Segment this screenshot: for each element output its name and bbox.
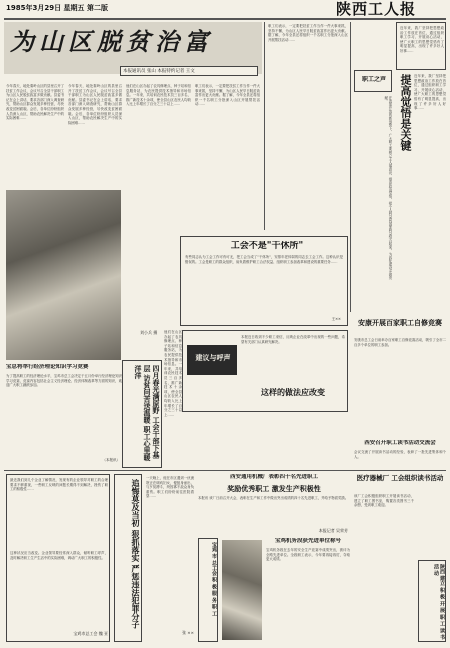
- study-body: 为了提高职工的经济理论水平，宝鸡市总工会决定于五月份举行经济理论知识学习竞赛，竞赛内容包括社会主义经济理论、经济体制改革等方面的知识，欢迎广大职工踊跃参加。: [6, 374, 122, 388]
- forum-bottom-title: 这样的做法应改变: [261, 387, 325, 397]
- mid-article-byline: 王××: [331, 317, 341, 321]
- col4-body: 职工们表示，一定要把扶贫工作当作一件大事来抓，坚持不懈，为山区人民早日脱贫致富作出更大贡献。据了解，今年全县还将组织一千名职工分批深入山区开展帮扶活动……: [268, 24, 348, 42]
- bottom-center-byline: 本报记者 吴荣芳: [318, 528, 348, 533]
- bottom-center2-body: 宝鸡机务段在去年的安全生产竞赛中成绩突出，被评为全路先进单位。全段职工表示，今年要再接再厉，夺取更大成绩。: [266, 548, 350, 562]
- vertical-headline-box: [114, 474, 142, 642]
- paper-name: 陕西工人报: [336, 1, 417, 18]
- banner-text: 陕西 建立 积 极 开 展 职 工 读 书 活 动: [433, 564, 445, 640]
- factory-title: 医疗器械厂 工会组织读书活动: [356, 474, 444, 482]
- masthead-rule: [4, 18, 446, 20]
- poem-side-text: 他们在山区办起了农具修理点、种子站和信息服务站，为农民提供技术指导和市场信息。一年来，共培训农民技术员三百多名，推广新技术十余项，使全县山区农民人均收入比上年增长了百分之三十以上……: [164, 330, 182, 417]
- mid-article-title: 工会不是"干休所": [230, 241, 304, 251]
- sidebar-vertical-box: [198, 538, 218, 642]
- bottom-center-subtitle: 奖励优秀职工 激发生产积极性: [227, 484, 321, 493]
- lead-subline-box: [120, 66, 258, 76]
- right-top-box: [396, 22, 446, 70]
- photo-caption: 刘小兵 摄: [140, 330, 158, 335]
- notice-title: 安康开展百家职工自修竞赛: [358, 318, 442, 327]
- bottom-center2-title: 宝鸡机务段获先进单位称号: [274, 538, 341, 544]
- lead-body-left: 今年春天，地处秦岭山区的县里召开了扶贫工作会议，会议号召全县干部职工为山区人民脱贫致富多做贡献。县委书记在会上讲话，要求各部门深入调查研究，帮助山区群众发展多种经营，尽快改变贫困面貌。会后，各单位纷纷组织人员深入山区，帮助农民解决生产中的实际困难……: [6, 84, 64, 121]
- bottom-left-body: 最近我们到几个企业了解情况，发现有的企业领导对职工的合理要求不够重视，一些职工反映的问题长期得不到解决，挫伤了职工的积极性……: [10, 478, 108, 492]
- bottom-right-title: 西安召开职工读书活动交流会: [364, 440, 436, 446]
- date-line: 1985年3月29日 星期五 第二版: [6, 4, 108, 12]
- banner-box: [418, 560, 446, 642]
- forum-box: [182, 330, 348, 412]
- bottom-left-box: [6, 474, 110, 642]
- news-photo: [6, 190, 121, 360]
- right-column-body: 近年来，我厂坚持把思想政治工作放在首位，通过组织职工学习、开展谈心活动，使广大职工的思想觉悟有了明显提高，出现了许多好人好事……: [414, 74, 446, 111]
- col2-body: 他们在山区办起了农具修理点、种子站和信息服务站，为农民提供技术指导和市场信息。一年来，共培训农民技术员三百多名，推广新技术十余项，使全县山区农民人均收入比上年增长了百分之三十以上……: [126, 84, 191, 107]
- bottom-left-byline: 宝鸡市总工会 魏 亚: [73, 631, 108, 636]
- bottom-photo: [222, 540, 262, 640]
- lead-subline: 本报通讯员 张山 本报特约记者 王文: [123, 69, 195, 74]
- col-rule-1: [264, 22, 265, 230]
- bottom-center-title: 西安通用机械厂表彰四十名先进职工: [229, 474, 318, 480]
- forum-title: 建议与呼声: [195, 353, 231, 362]
- bottom-center-body: 本报讯 该厂日前召开大会，表彰在生产和工作中做出突出成绩的四十名先进职工，并给予物质奖励。: [198, 496, 349, 500]
- notice-body: 安康市总工会日前举办百家职工自修竞赛活动，吸引了全市二百多个单位的职工参加。: [354, 338, 446, 347]
- vertical-poem-box: [122, 360, 162, 468]
- voice-box: [354, 70, 392, 92]
- voice-box-text: 在改革开放的新形势下，广大职工要树立主人翁意识，提高政治觉悟，把个人利益同国家利益结合起来，为四化建设多做贡献。: [383, 96, 392, 280]
- bottom-mid-body: 一天晚上，他在市区遇到一伙流氓正在调戏妇女，便挺身而出，与歹徒搏斗，终因寡不敌众身负重伤。职工们纷纷前往医院看望……: [146, 476, 194, 499]
- bottom-left-body2: 这种状况应当改变。企业领导要经常深入群众，倾听职工呼声，及时解决职工生产生活中的实际困难，调动广大职工的积极性。: [10, 551, 108, 560]
- study-title: 宝总将举行经济理论知识学习竞赛: [6, 364, 89, 370]
- forum-title-block: [187, 345, 237, 375]
- lead-body: 今年春天，地处秦岭山区的县里召开了扶贫工作会议，会议号召全县干部职工为山区人民脱贫致富多做贡献。县委书记在会上讲话，要求各部门深入调查研究，帮助山区群众发展多种经营，尽快改变贫困面貌。会后，各单位纷纷组织人员深入山区，帮助农民解决生产中的实际困难……: [68, 84, 122, 125]
- sidebar-vertical: 宝鸡 市 总工会 积 极 服 务 职 工: [211, 542, 217, 616]
- right-top-box-text: 近年来，我厂坚持把思想政治工作放在首位，通过组织职工学习、开展谈心活动，使广大职工的思想觉悟有了明显提高，出现了许多好人好事……: [400, 26, 444, 53]
- voice-box-title: 职工之声: [361, 76, 386, 83]
- study-byline: （本报讯）: [102, 458, 120, 462]
- col3-body: 职工们表示，一定要把扶贫工作当作一件大事来抓，坚持不懈，为山区人民早日脱贫致富作出更大贡献。据了解，今年全县还将组织一千名职工分批深入山区开展帮扶活动……: [195, 84, 260, 107]
- lead-headline: 为山区脱贫治富: [10, 28, 213, 56]
- mid-article-body: 有些同志认为工会工作可有可无，把工会当成了"干休所"，安排年老体弱的同志去工会工作。这种认识是错误的。工会是职工的群众组织，肩负着维护职工合法权益、组织职工参加改革和建设的重要任务……: [185, 255, 343, 264]
- factory-body: 该厂工会积极组织职工开展读书活动，建立了职工图书室，购置各类图书三千余册，受到职工欢迎。: [354, 494, 414, 508]
- mid-article-box: [180, 236, 348, 326]
- vertical-poem: 四月春光满原野 工会干部下基层 访贫问苦送温暖 职工心里暖洋洋: [134, 365, 161, 461]
- forum-body: 本报近日收到不少职工来信，反映企业在改革中出现的一些问题，希望有关部门认真研究解决。: [241, 335, 345, 344]
- vertical-headline: 追悔莫及当初 狠抓落实 严惩违法犯罪分子: [131, 479, 141, 629]
- bottom-mid-byline: 张 ××: [182, 630, 194, 635]
- slogan: 提高觉悟是关键: [399, 74, 412, 151]
- bottom-right-intro: 会议交流了开展读书活动的经验，表彰了一批先进集体和个人。: [354, 450, 446, 459]
- col-rule-2: [350, 22, 351, 312]
